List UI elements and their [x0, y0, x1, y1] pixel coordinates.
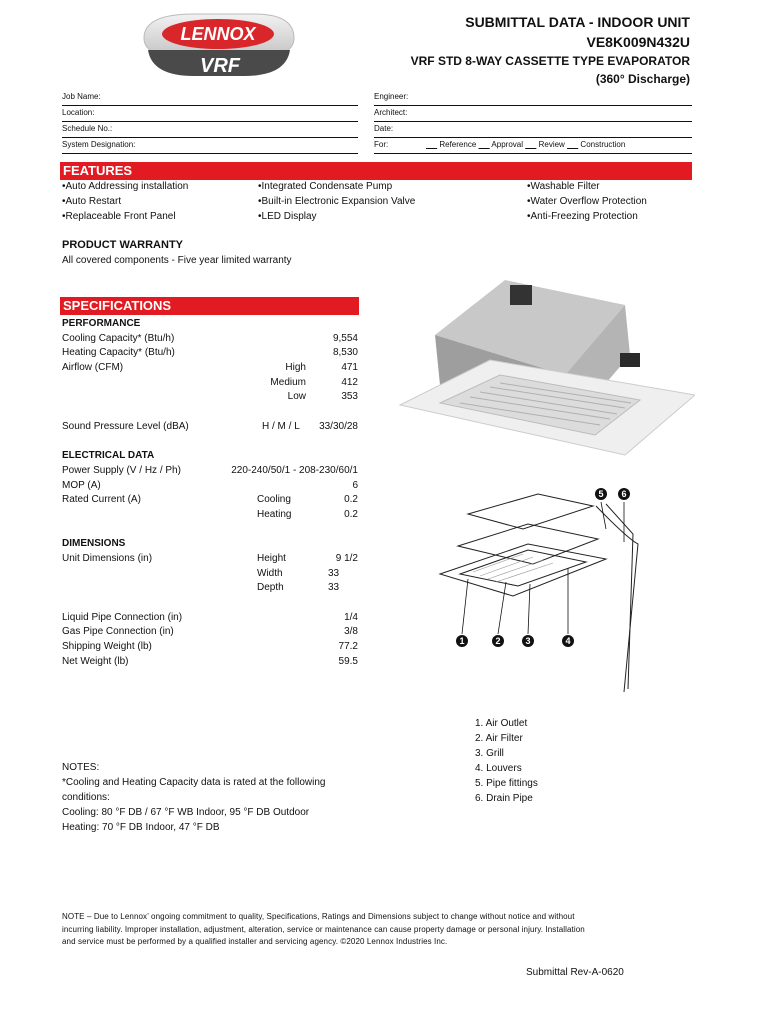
architect-field[interactable]: Architect:: [374, 106, 692, 122]
logo-sub-text: VRF: [200, 55, 240, 77]
product-photo: [395, 275, 695, 475]
features-col-2: [258, 179, 415, 224]
heating-capacity-value: 8,530: [332, 347, 358, 359]
diagram-legend: [475, 716, 538, 806]
feature-item: • Integrated Condensate Pump: [258, 179, 415, 194]
rated-current-label: Rated Current (A): [62, 494, 141, 506]
rated-current-heating-value: 0.2: [344, 508, 358, 520]
shipping-weight-value: 77.2: [338, 641, 358, 653]
for-option-approval[interactable]: Approval: [491, 140, 523, 149]
gas-pipe-label: Gas Pipe Connection (in): [62, 626, 174, 638]
width-value: 33: [328, 567, 340, 579]
unit-description: VRF STD 8-WAY CASSETTE TYPE EVAPORATOR: [410, 54, 690, 68]
model-number: VE8K009N432U: [586, 34, 690, 50]
liquid-pipe-value: 1/4: [344, 611, 358, 623]
cooling-capacity-value: 9,554: [332, 332, 358, 344]
pipe-line: [606, 504, 633, 689]
legend-item: 2. Air Filter: [475, 733, 523, 744]
depth-label: Depth: [257, 582, 284, 594]
for-label: For:: [374, 140, 389, 149]
warranty-heading: PRODUCT WARRANTY: [62, 239, 183, 251]
pipe-connector: [620, 353, 640, 367]
notes-line: conditions:: [62, 792, 110, 803]
discharge-note: (360° Discharge): [595, 72, 690, 86]
mop-value: 6: [352, 479, 358, 491]
power-supply-label: Power Supply (V / Hz / Ph): [62, 464, 181, 476]
unit-top-outline: [468, 494, 593, 529]
width-label: Width: [257, 567, 283, 579]
rated-current-cooling-value: 0.2: [344, 494, 358, 506]
rated-current-cooling-label: Cooling: [257, 494, 291, 506]
notes-heading: NOTES:: [62, 762, 100, 773]
legend-item: 3. Grill: [475, 748, 504, 759]
height-value: 9 1/2: [335, 553, 358, 564]
for-option-construction[interactable]: Construction: [580, 140, 626, 149]
shipping-weight-label: Shipping Weight (lb): [62, 641, 152, 653]
notes-line: Cooling: 80 °F DB / 67 °F WB Indoor, 95 °F DB Outdoor: [62, 807, 310, 818]
legend-item: 1. Air Outlet: [475, 718, 528, 729]
specifications-heading: SPECIFICATIONS: [60, 297, 359, 315]
airflow-high-label: High: [285, 362, 306, 374]
drain-pipe-line: [596, 506, 638, 692]
grill-outline: [460, 550, 586, 586]
job-info-left: [62, 90, 358, 154]
disclaimer: [62, 911, 692, 949]
feature-item: • Built-in Electronic Expansion Valve: [258, 194, 415, 209]
for-option-review[interactable]: Review: [538, 140, 565, 149]
feature-item: • Water Overflow Protection: [527, 194, 647, 209]
motor-box: [510, 285, 532, 305]
mop-label: MOP (A): [62, 479, 101, 491]
callout-6: 6: [621, 489, 627, 499]
features-col-3: [527, 179, 647, 224]
lennox-vrf-logo: [134, 8, 300, 80]
feature-item: • Auto Restart: [62, 194, 188, 209]
features-col-1: [62, 179, 188, 224]
unit-diagram: [428, 484, 698, 714]
for-option-reference[interactable]: Reference: [439, 140, 477, 149]
feature-item: • LED Display: [258, 209, 415, 224]
revision-footer: Submittal Rev-A-0620: [526, 967, 624, 978]
disclaimer-line: incurring liability. Improper installation, adjustment, alteration, service or maintenance can cause property damage or personal injury. Installation: [62, 924, 585, 934]
depth-value: 33: [328, 582, 340, 594]
location-field[interactable]: Location:: [62, 106, 358, 122]
disclaimer-line: and service must be performed by a qualified installer and servicing agency. ©2020 Lennox Industries Inc.: [62, 937, 448, 946]
power-supply-value: 220-240/50/1 - 208-230/60/1: [231, 464, 358, 476]
performance-heading: PERFORMANCE: [62, 318, 141, 329]
feature-item: • Anti-Freezing Protection: [527, 209, 647, 224]
airflow-medium-value: 412: [341, 376, 358, 388]
warranty-text: All covered components - Five year limited warranty: [62, 255, 292, 266]
callout-4: 4: [565, 636, 571, 646]
features-heading: FEATURES: [60, 162, 692, 180]
system-designation-field[interactable]: System Designation:: [62, 138, 358, 154]
disclaimer-line: NOTE – Due to Lennox’ ongoing commitment to quality, Specifications, Ratings and Dimensions subject to change without notice and without: [62, 912, 575, 921]
rated-current-heating-label: Heating: [257, 508, 292, 520]
notes-line: Heating: 70 °F DB Indoor, 47 °F DB: [62, 822, 220, 833]
heating-capacity-label: Heating Capacity* (Btu/h): [62, 347, 175, 359]
callout-5: 5: [598, 489, 604, 499]
logo-graphic: [134, 8, 300, 80]
legend-item: 5. Pipe fittings: [475, 778, 538, 789]
callout-3: 3: [525, 636, 531, 646]
airflow-medium-label: Medium: [270, 376, 306, 388]
legend-item: 6. Drain Pipe: [475, 793, 533, 804]
electrical-heading: ELECTRICAL DATA: [62, 450, 155, 462]
notes-block: [62, 760, 326, 835]
date-field[interactable]: Date:: [374, 122, 692, 138]
height-label: Height: [257, 553, 286, 564]
feature-item: • Replaceable Front Panel: [62, 209, 188, 224]
callout-1: 1: [459, 636, 465, 646]
net-weight-value: 59.5: [338, 655, 358, 667]
legend-item: 4. Louvers: [475, 763, 522, 774]
logo-brand-text: LENNOX: [180, 24, 256, 44]
sound-mode-label: H / M / L: [262, 420, 300, 432]
sound-level-value: 33/30/28: [319, 420, 358, 432]
engineer-field[interactable]: Engineer:: [374, 90, 692, 106]
airflow-low-value: 353: [341, 391, 358, 403]
page-title: SUBMITTAL DATA - INDOOR UNIT: [465, 14, 690, 30]
airflow-label: Airflow (CFM): [62, 362, 124, 374]
callout-2: 2: [495, 636, 501, 646]
feature-item: • Auto Addressing installation: [62, 179, 188, 194]
net-weight-label: Net Weight (lb): [62, 655, 129, 667]
specs-table: [62, 317, 358, 670]
notes-line: *Cooling and Heating Capacity data is rated at the following: [62, 777, 326, 788]
cooling-capacity-label: Cooling Capacity* (Btu/h): [62, 332, 175, 344]
feature-item: • Washable Filter: [527, 179, 647, 194]
for-field: [374, 138, 692, 154]
sound-level-label: Sound Pressure Level (dBA): [62, 420, 189, 432]
airflow-low-label: Low: [287, 391, 306, 403]
gas-pipe-value: 3/8: [344, 626, 358, 638]
job-info-right: [374, 90, 692, 154]
job-name-field[interactable]: Job Name:: [62, 90, 358, 106]
unit-dimensions-label: Unit Dimensions (in): [62, 553, 153, 564]
airflow-high-value: 471: [341, 362, 358, 374]
dimensions-heading: DIMENSIONS: [62, 538, 126, 550]
schedule-field[interactable]: Schedule No.:: [62, 122, 358, 138]
liquid-pipe-label: Liquid Pipe Connection (in): [62, 611, 183, 623]
